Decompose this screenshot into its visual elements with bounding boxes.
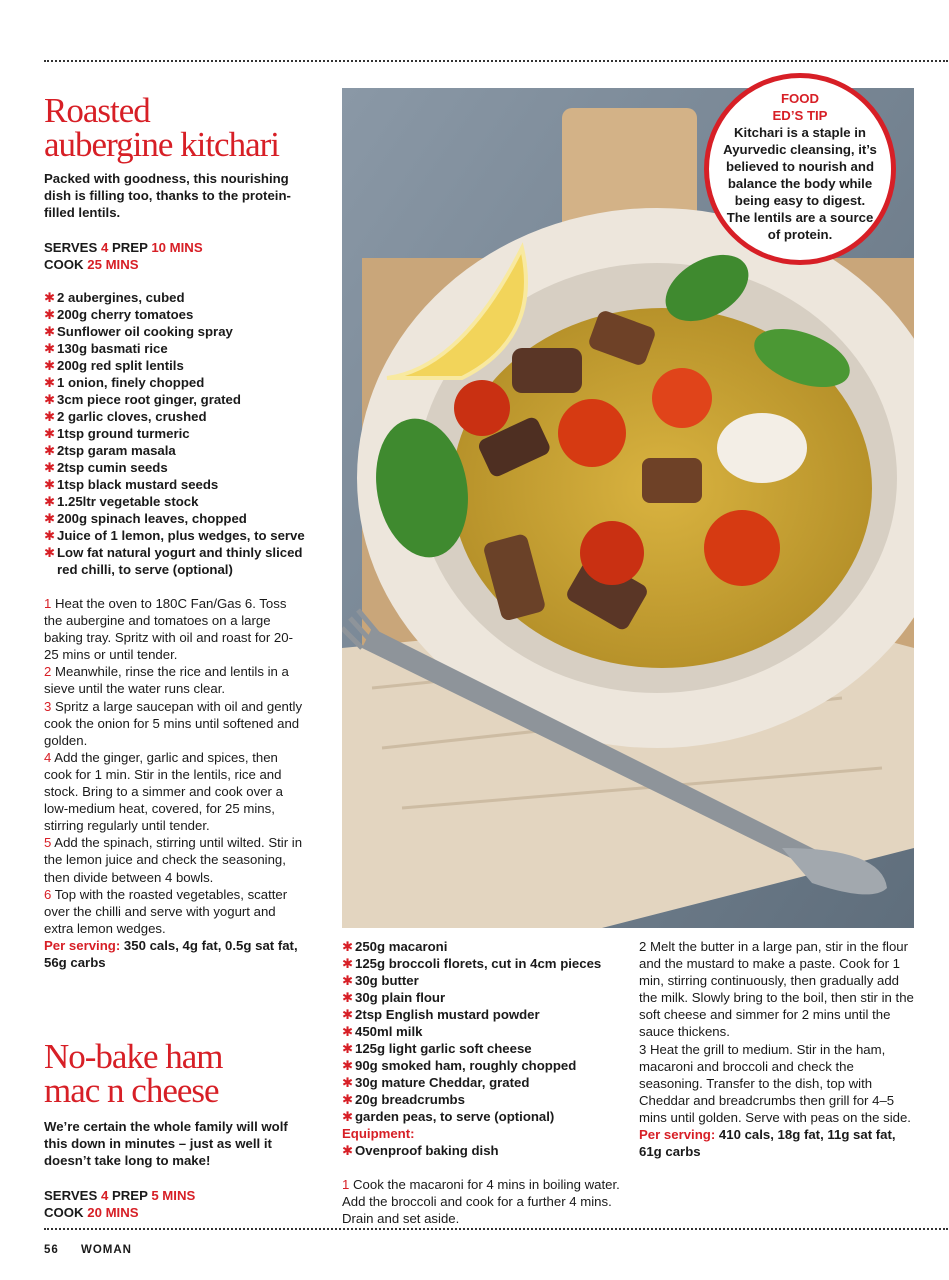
- recipe1-method: [44, 595, 306, 937]
- ingredient-item: ✱ 90g smoked ham, roughly chopped: [342, 1058, 577, 1073]
- recipe1-column: [44, 91, 306, 971]
- ingredient-item: ✱ 2tsp garam masala: [44, 443, 176, 458]
- ingredient-item: ✱ 200g spinach leaves, chopped: [44, 511, 247, 526]
- recipe1-per-serving: Per serving: 350 cals, 4g fat, 0.5g sat fat, 56g carbs: [44, 937, 298, 970]
- asterisk-icon: ✱: [44, 426, 56, 441]
- magazine-name: WOMAN: [81, 1244, 132, 1256]
- page-footer: [44, 1244, 132, 1256]
- asterisk-icon: ✱: [44, 358, 56, 373]
- ingredient-item: ✱ 1 onion, finely chopped: [44, 375, 205, 390]
- ingredient-item: ✱ 1.25ltr vegetable stock: [44, 494, 199, 509]
- asterisk-icon: ✱: [44, 477, 56, 492]
- ingredient-item: ✱ 125g broccoli florets, cut in 4cm pieces: [342, 956, 602, 971]
- method-step: 2 Melt the butter in a large pan, stir in the flour and the mustard to make a paste. Cook for 1 min, stirring continuously, then gradually add the milk. Slowly bring to the boil, then stir in the soft cheese and simmer for 2 mins until the sauce thickens.: [639, 939, 914, 1040]
- asterisk-icon: ✱: [342, 1024, 354, 1039]
- asterisk-icon: ✱: [342, 1075, 354, 1090]
- asterisk-icon: ✱: [44, 443, 56, 458]
- recipe1-ingredients: [44, 289, 306, 578]
- asterisk-icon: ✱: [342, 1092, 354, 1107]
- recipe2-method-column: [639, 938, 914, 1160]
- recipe2-ingredients-column: [342, 938, 622, 1227]
- recipe1-intro: Packed with goodness, this nourishing dish is filling too, thanks to the protein-filled lentils.: [44, 171, 291, 220]
- method-step: 3 Heat the grill to medium. Stir in the ham, macaroni and broccoli and check the seasoning. Transfer to the dish, top with Cheddar and breadcrumbs then grill for 4–5 mins until golden. Serve with peas on the side.: [639, 1041, 911, 1125]
- ingredient-item: ✱ 1tsp black mustard seeds: [44, 477, 219, 492]
- asterisk-icon: ✱: [44, 290, 56, 305]
- asterisk-icon: ✱: [44, 494, 56, 509]
- method-step: 1 Cook the macaroni for 4 mins in boiling water. Add the broccoli and cook for a further 4 mins. Drain and set aside.: [342, 1177, 620, 1227]
- ingredient-item: ✱ 2tsp English mustard powder: [342, 1007, 540, 1022]
- recipe2-times: SERVES 4 PREP 5 MINS COOK 20 MINS: [44, 1188, 196, 1220]
- recipe2-per-serving: Per serving: 410 cals, 18g fat, 11g sat fat, 61g carbs: [639, 1127, 896, 1160]
- asterisk-icon: ✱: [44, 545, 56, 560]
- method-step: 4 Add the ginger, garlic and spices, then cook for 1 min. Stir in the lentils, rice and stock. Bring to a simmer and cook over a low-medium heat, covered, for 25 mins, stirring regularly until tender.: [44, 749, 283, 834]
- method-step: 5 Add the spinach, stirring until wilted. Stir in the lemon juice and check the seasoning, then divide between 4 bowls.: [44, 835, 303, 885]
- ingredient-item: ✱ 30g plain flour: [342, 990, 446, 1005]
- ingredient-item: ✱ 125g light garlic soft cheese: [342, 1041, 532, 1056]
- asterisk-icon: ✱: [342, 1007, 354, 1022]
- method-step: 2 Meanwhile, rinse the rice and lentils in a sieve until the water runs clear.: [44, 664, 289, 697]
- asterisk-icon: ✱: [44, 341, 56, 356]
- ingredient-item: ✱ 130g basmati rice: [44, 341, 168, 356]
- recipe2-intro: We’re certain the whole family will wolf this down in minutes – just as well it doesn’t take long to make!: [44, 1119, 288, 1168]
- ingredient-item: ✱ 1tsp ground turmeric: [44, 426, 190, 441]
- ingredient-item: ✱ 200g red split lentils: [44, 358, 184, 373]
- recipe1-times: SERVES 4 PREP 10 MINS COOK 25 MINS: [44, 240, 203, 272]
- ingredient-item: ✱ 2 garlic cloves, crushed: [44, 409, 207, 424]
- method-step: 3 Spritz a large saucepan with oil and gently cook the onion for 5 mins until softened and golden.: [44, 698, 303, 748]
- ingredient-item: ✱ Sunflower oil cooking spray: [44, 324, 233, 339]
- tip-text: Kitchari is a staple in Ayurvedic cleansing, it’s believed to nourish and balance the body while being easy to digest. The lentils are a source of protein.: [723, 125, 877, 242]
- ingredient-item: ✱ Ovenproof baking dish: [342, 1143, 499, 1158]
- asterisk-icon: ✱: [342, 1041, 354, 1056]
- asterisk-icon: ✱: [342, 1109, 354, 1124]
- asterisk-icon: ✱: [342, 973, 354, 988]
- asterisk-icon: ✱: [44, 511, 56, 526]
- asterisk-icon: ✱: [342, 1143, 354, 1158]
- ingredient-item: ✱ 30g butter: [342, 973, 419, 988]
- bottom-dotted-rule: [44, 1228, 948, 1230]
- method-step: 6 Top with the roasted vegetables, scatter over the chilli and serve with yogurt and extra lemon wedges.: [44, 886, 288, 936]
- top-dotted-rule: [44, 60, 948, 62]
- asterisk-icon: ✱: [342, 1058, 354, 1073]
- ingredient-item: ✱ garden peas, to serve (optional): [342, 1109, 555, 1124]
- ingredient-item: ✱ 20g breadcrumbs: [342, 1092, 465, 1107]
- asterisk-icon: ✱: [342, 939, 354, 954]
- asterisk-icon: ✱: [44, 307, 56, 322]
- ingredient-item: ✱ 2 aubergines, cubed: [44, 290, 185, 305]
- ingredient-item: ✱ Low fat natural yogurt and thinly sliced red chilli, to serve (optional): [44, 545, 303, 577]
- recipe2-equipment-label: Equipment:: [342, 1126, 415, 1141]
- ingredient-item: ✱ 2tsp cumin seeds: [44, 460, 168, 475]
- ingredient-item: ✱ 200g cherry tomatoes: [44, 307, 194, 322]
- ingredient-item: ✱ Juice of 1 lemon, plus wedges, to serve: [44, 528, 305, 543]
- ingredient-item: ✱ 30g mature Cheddar, grated: [342, 1075, 530, 1090]
- recipe2-method-part2: [639, 938, 914, 1126]
- method-step: 1 Heat the oven to 180C Fan/Gas 6. Toss the aubergine and tomatoes on a large baking tray. Spritz with oil and roast for 20-25 mins or until tender.: [44, 596, 293, 663]
- recipe2-header: [44, 1037, 306, 1221]
- recipe1-title: Roasted aubergine kitchari: [44, 91, 279, 164]
- asterisk-icon: ✱: [44, 324, 56, 339]
- tip-heading: FOOD ED’S TIP: [772, 91, 828, 123]
- food-eds-tip: [704, 73, 896, 265]
- asterisk-icon: ✱: [342, 956, 354, 971]
- recipe2-method-part1: [342, 1176, 622, 1227]
- asterisk-icon: ✱: [342, 990, 354, 1005]
- ingredient-item: ✱ 3cm piece root ginger, grated: [44, 392, 241, 407]
- ingredient-item: ✱ 450ml milk: [342, 1024, 423, 1039]
- asterisk-icon: ✱: [44, 460, 56, 475]
- recipe2-title: No-bake ham mac n cheese: [44, 1037, 223, 1110]
- asterisk-icon: ✱: [44, 528, 56, 543]
- page-number: 56: [44, 1244, 59, 1256]
- asterisk-icon: ✱: [44, 392, 56, 407]
- ingredient-item: ✱ 250g macaroni: [342, 939, 448, 954]
- recipe2-equipment: [342, 1142, 622, 1159]
- asterisk-icon: ✱: [44, 375, 56, 390]
- recipe2-ingredients: [342, 938, 622, 1125]
- asterisk-icon: ✱: [44, 409, 56, 424]
